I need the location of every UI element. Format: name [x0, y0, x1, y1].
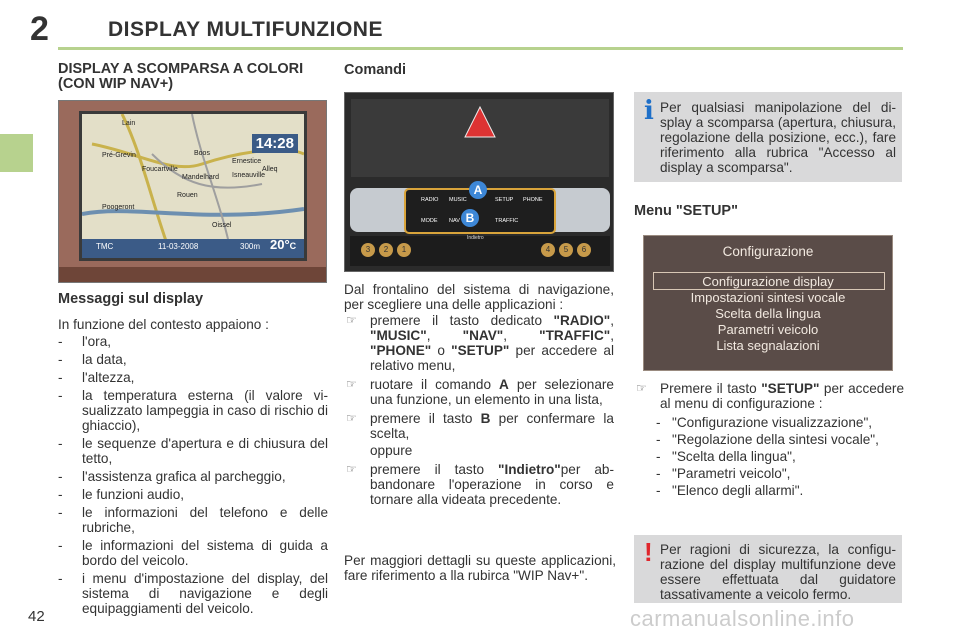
text: per accedere al menu di configurazione : [660, 381, 905, 411]
message-item: - le sequenze d'apertura e di chiusura del tetto, [58, 436, 328, 466]
nav-place: Isneauville [232, 172, 266, 179]
comandi-bullet-1 [344, 313, 614, 373]
preset-button: 4 [541, 243, 555, 257]
presets-left [361, 239, 411, 257]
preset-button: 2 [379, 243, 393, 257]
nav-place: Boos [194, 150, 210, 157]
section-heading-display: DISPLAY A SCOMPARSA A COLORI (CON WIP NAV+) [58, 61, 304, 92]
chapter-tab [0, 134, 33, 172]
info-text: Per qualsiasi manipolazione del display a scomparsa (apertura, chiusura, regolazione della posizione, ecc.), fare riferimento alla rubrica "Accesso al display a scomparsa". [660, 100, 896, 175]
comandi-intro: Dal frontalino del sistema di navigazione, per scegliere una delle applicazioni : [344, 282, 614, 312]
setup-instructions [634, 381, 904, 500]
setup-sub-item: - "Regolazione della sintesi vocale", [656, 432, 904, 447]
preset-button: 5 [559, 243, 573, 257]
nav-screen [79, 111, 307, 261]
nav-place: Ernestice [232, 158, 262, 165]
key-music: "MUSIC" [370, 328, 427, 343]
back-button-label: Indietro [467, 235, 484, 241]
key-nav: "NAV" [462, 328, 504, 343]
bullet-hand-icon: ☞ [636, 381, 647, 395]
message-item: - le funzioni audio, [58, 487, 328, 502]
bullet-hand-icon: ☞ [346, 313, 357, 327]
button-setup: SETUP [495, 197, 514, 203]
key-a: A [499, 377, 509, 392]
header-rule [58, 47, 903, 50]
nav-date: 11-03-2008 [158, 242, 199, 251]
nav-temp-value: 20° [270, 237, 290, 252]
preset-button: 1 [397, 243, 411, 257]
button-phone: PHONE [523, 197, 543, 203]
text: , [610, 328, 614, 343]
nav-place: Pré-Grevin [102, 152, 136, 159]
nav-time: 14:28 [252, 134, 298, 153]
key-indietro: "Indietro" [498, 462, 561, 477]
nav-place: Lain [122, 120, 136, 127]
setup-item: Parametri veicolo [717, 322, 819, 337]
setup-sub-item: - "Elenco degli allarmi". [656, 483, 904, 498]
bullet-hand-icon: ☞ [346, 411, 357, 425]
setup-menu-screen [643, 235, 893, 371]
knob-a-label: A [469, 181, 487, 199]
text: premere il tasto [370, 411, 481, 426]
text: ruotare il comando [370, 377, 500, 392]
knob-b-label: B [461, 209, 479, 227]
control-panel-photo [344, 92, 614, 272]
key-setup: "SETUP" [451, 343, 510, 358]
text: , [610, 313, 614, 328]
text: premere il tasto dedicato [370, 313, 554, 328]
nav-frame-base [59, 267, 327, 283]
setup-item: Lista segnalazioni [716, 338, 820, 353]
text: , [503, 328, 540, 343]
text: per abbandonare l'operazione in corso e tornare alla videata precedente. [370, 462, 614, 507]
preset-button: 6 [577, 243, 591, 257]
message-item: - l'ora, [58, 334, 328, 349]
warning-box [634, 535, 902, 603]
comandi-footer: Per maggiori dettagli su queste applicazioni, fare riferimento a lla rubirca "WIP Nav+". [344, 553, 616, 583]
text: per confermare la scelta, [370, 411, 614, 441]
button-radio: RADIO [421, 197, 439, 203]
button-nav: NAV [449, 218, 460, 224]
nav-tmc: TMC [96, 242, 114, 251]
setup-bullet [634, 381, 904, 411]
message-item: - l'altezza, [58, 370, 328, 385]
info-box [634, 92, 902, 182]
nav-temp [270, 237, 296, 252]
text: Premere il tasto [660, 381, 762, 396]
button-mode: MODE [421, 218, 438, 224]
key-b: B [480, 411, 491, 426]
message-item: - la temperatura esterna (il valore visualizzato lampeggia in caso di rischio di ghiaccio), [58, 388, 328, 433]
setup-item: Impostazioni sintesi vocale [690, 290, 846, 305]
setup-heading: Menu "SETUP" [634, 203, 738, 219]
comandi-bullet-2 [344, 377, 614, 407]
key-traffic: "TRAFFIC" [539, 328, 611, 343]
setup-item: Scelta della lingua [715, 306, 821, 321]
messages-intro: In funzione del contesto appaiono : [58, 317, 269, 332]
watermark: carmanualsonline.info [630, 606, 855, 631]
messages-heading: Messaggi sul display [58, 291, 204, 307]
nav-place: Poogeront [102, 204, 135, 211]
key-phone: "PHONE" [370, 343, 432, 358]
message-item: - le informazioni del telefono e delle rubriche, [58, 505, 328, 535]
text: , [426, 328, 463, 343]
warning-icon: ! [644, 537, 653, 567]
setup-sub-item: - "Configurazione visualizzazione", [656, 415, 904, 430]
nav-place: Foucartville [142, 166, 178, 173]
nav-temp-unit: C [289, 241, 297, 251]
nav-place: Alleq [262, 166, 278, 173]
bullet-hand-icon: ☞ [346, 377, 357, 391]
preset-button: 3 [361, 243, 375, 257]
key-radio: "RADIO" [553, 313, 611, 328]
text: premere il tasto [370, 462, 498, 477]
chapter-title: DISPLAY MULTIFUNZIONE [108, 18, 383, 41]
setup-item: Configurazione display [702, 274, 834, 289]
comandi-list [344, 313, 614, 511]
oppure-text: oppure [370, 443, 413, 458]
nav-place: Rouen [177, 192, 198, 199]
setup-sub-item: - "Scelta della lingua", [656, 449, 904, 464]
text: o [431, 343, 452, 358]
message-item: - la data, [58, 352, 328, 367]
text: per selezionare una funzione, un elemento in una lista, [370, 377, 614, 407]
bullet-hand-icon: ☞ [346, 462, 357, 476]
section-heading-comandi: Comandi [344, 62, 407, 78]
nav-place: Oissel [212, 222, 232, 229]
nav-display-photo [58, 100, 327, 283]
presets-right [541, 239, 591, 257]
comandi-bullet-3 [344, 411, 614, 441]
text: per accedere al relativo menu, [370, 343, 614, 373]
button-music: MUSIC [449, 197, 467, 203]
message-item: - i menu d'impostazione del display, del sistema di navigazione e degli equipaggiamenti del veicolo. [58, 571, 328, 616]
button-traffic: TRAFFIC [495, 218, 519, 224]
key-setup: "SETUP" [761, 381, 820, 396]
warning-text: Per ragioni di sicurezza, la configurazione del display multifunzione deve essere effettuata dal guidatore tassativamente a veicolo fermo. [660, 542, 896, 602]
page-number: 42 [28, 608, 45, 625]
setup-screen-title: Configurazione [722, 244, 814, 259]
comandi-bullet-4 [344, 462, 614, 507]
message-item: - le informazioni del sistema di guida a bordo del veicolo. [58, 538, 328, 568]
messages-list [58, 334, 328, 619]
message-item: - l'assistenza grafica al parcheggio, [58, 469, 328, 484]
chapter-number: 2 [30, 10, 49, 48]
setup-sub-item: - "Parametri veicolo", [656, 466, 904, 481]
nav-distance: 300m [240, 242, 261, 251]
info-icon: i [644, 96, 654, 126]
nav-place: Mandelhard [182, 174, 219, 181]
